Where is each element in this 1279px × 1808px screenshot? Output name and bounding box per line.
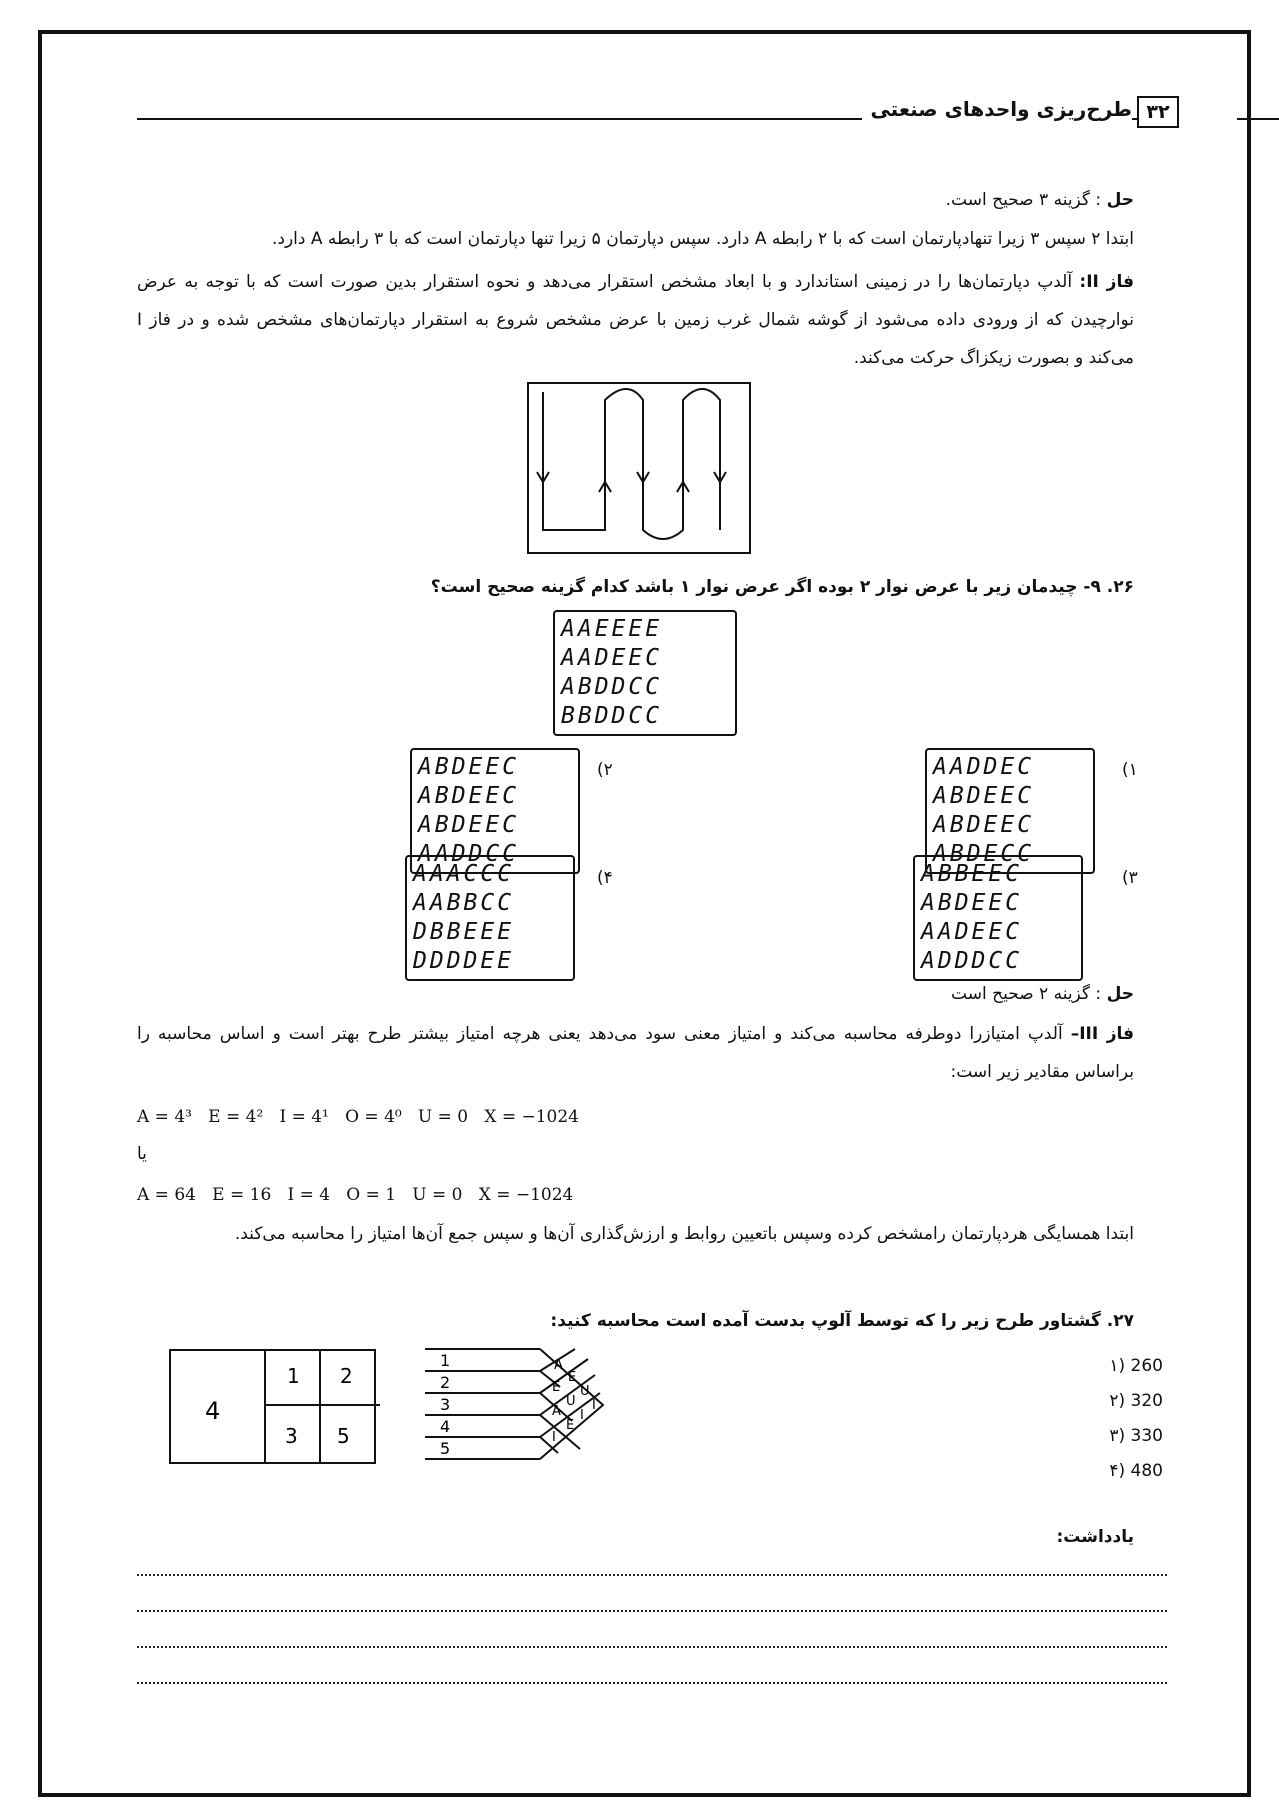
q27-block-layout [165,1345,380,1470]
row-label: 5 [440,1439,451,1458]
formula-values: A = 64 E = 16 I = 4 O = 1 U = 0 X = −1024 [137,1185,574,1205]
grid-row: AADDCC [418,841,520,867]
q26-option-3-label: ۳) [1122,868,1138,888]
solution-2-label: حل [1106,984,1134,1004]
q26-option-3-grid [913,855,1083,981]
grid-row: ADDDCC [921,948,1023,974]
relation-code: I [580,1408,584,1423]
grid-row: DDDDEE [413,948,515,974]
q26-option-1-label: ۱) [1122,760,1138,780]
question-27: ۲۷. گشتاور طرح زیر را که توسط آلوپ بدست آمده است محاسبه کنید: [550,1311,1134,1331]
grid-row: ABBEEC [921,861,1023,887]
solution-1 [946,186,1134,214]
dept-4: 4 [205,1397,221,1425]
grid-row: DBBEEE [413,919,515,945]
solution-2-text: : گزینه ۲ صحیح است [951,984,1102,1004]
grid-row: ABDDCC [561,674,663,700]
zigzag-sketch [525,380,755,558]
notes-line [137,1682,1167,1684]
page-number: ۳۲ [1137,96,1179,128]
grid-row: ABDEEC [418,812,520,838]
solution-1-text: : گزینه ۳ صحیح است. [945,190,1102,210]
dept-2: 2 [340,1364,353,1388]
q26-option-2-label: ۲) [597,760,613,780]
phase-2-paragraph [137,263,1134,377]
q27-answer-3: 330 (۳ [1109,1426,1163,1446]
grid-row: AAACCC [413,861,515,887]
grid-row: AADDEC [933,754,1035,780]
relation-code: U [566,1394,576,1409]
or-word: یا [137,1144,147,1164]
relation-code: E [566,1418,575,1433]
dept-3: 3 [285,1424,298,1448]
phase-2-label: فاز II: [1079,272,1134,292]
q26-main-layout [553,610,737,736]
relation-code: I [592,1398,596,1413]
grid-row: ABDEEC [921,890,1023,916]
phase-3-paragraph [137,1015,1134,1091]
question-26: ۲۶. ۹- چیدمان زیر با عرض نوار ۲ بوده اگر عرض نوار ۱ باشد کدام گزینه صحیح است؟ [430,577,1134,597]
dept-5: 5 [337,1424,350,1448]
row-label: 4 [440,1417,451,1436]
grid-row: AADEEC [921,919,1023,945]
phase-3-text: آلدپ امتیازرا دوطرفه محاسبه می‌کند و امتیاز معنی سود می‌دهد یعنی هرچه امتیاز بیشتر طرح بهتر است و اساس محاسبه را براساس مقادیر زیر است: [137,1024,1134,1082]
relation-code: I [552,1430,556,1445]
q27-answer-4: 480 (۴ [1109,1461,1163,1481]
sketch-frame [528,383,750,553]
grid-row: ABDECC [933,841,1035,867]
grid-row: AABBCC [413,890,515,916]
q26-option-4-grid [405,855,575,981]
zigzag-path [543,389,720,539]
grid-row: ABDEEC [933,812,1035,838]
phase-3-label: فاز III– [1070,1024,1134,1044]
q27-answer-1: 260 (۱ [1109,1356,1163,1376]
row-label: 3 [440,1395,451,1414]
notes-line [137,1574,1167,1576]
solution-2 [951,980,1134,1008]
notes-line [137,1646,1167,1648]
relation-code: A [554,1358,563,1373]
row-label: 1 [440,1351,451,1370]
grid-row: AAEEEE [561,616,663,642]
grid-row: ABDEEC [418,783,520,809]
header-rule-tail [1237,118,1279,120]
notes-label: یادداشت: [1056,1527,1134,1547]
relation-code: E [552,1380,561,1395]
grid-row: BBDDCC [561,703,663,729]
relation-code: U [580,1384,590,1399]
grid-row: AADEEC [561,645,663,671]
q27-answer-2: 320 (۲ [1109,1391,1163,1411]
solution-1-label: حل [1106,190,1134,210]
grid-row: ABDEEC [933,783,1035,809]
relation-code: A [552,1404,561,1419]
dept-1: 1 [287,1364,300,1388]
q26-option-4-label: ۴) [597,868,613,888]
q27-relationship-chart [420,1345,625,1475]
notes-line [137,1610,1167,1612]
paragraph-3: ابتدا همسایگی هردپارتمان رامشخص کرده وسپس باتعیین روابط و ارزش‌گذاری آن‌ها و سپس جمع آن‌ها امتیاز را محاسبه می‌کند. [234,1224,1134,1244]
formula-powers: A = 4³ E = 4² I = 4¹ O = 4⁰ U = 0 X = −1024 [137,1107,579,1127]
chapter-title: طرح‌ریزی واحدهای صنعتی [862,97,1132,121]
phase-2-text: آلدپ دپارتمان‌ها را در زمینی استاندارد و با ابعاد مشخص استقرار می‌دهد و نحوه استقرار بدین صورت است که با توجه به عرض نوارچیدن که از ورودی داده می‌شود از گوشه شمال غرب زمین با عرض مشخص شروع به استقرار دپارتمان‌های مشخص شده و در فاز I می‌کند و بصورت زیکزاگ حرکت می‌کند. [137,272,1134,368]
row-label: 2 [440,1373,451,1392]
relation-code: E [568,1370,577,1385]
paragraph-1: ابتدا ۲ سپس ۳ زیرا تنهادپارتمان است که با ۲ رابطه A دارد. سپس دپارتمان ۵ زیرا تنها دپارتمان است که با ۳ رابطه A دارد. [272,229,1134,249]
grid-row: ABDEEC [418,754,520,780]
